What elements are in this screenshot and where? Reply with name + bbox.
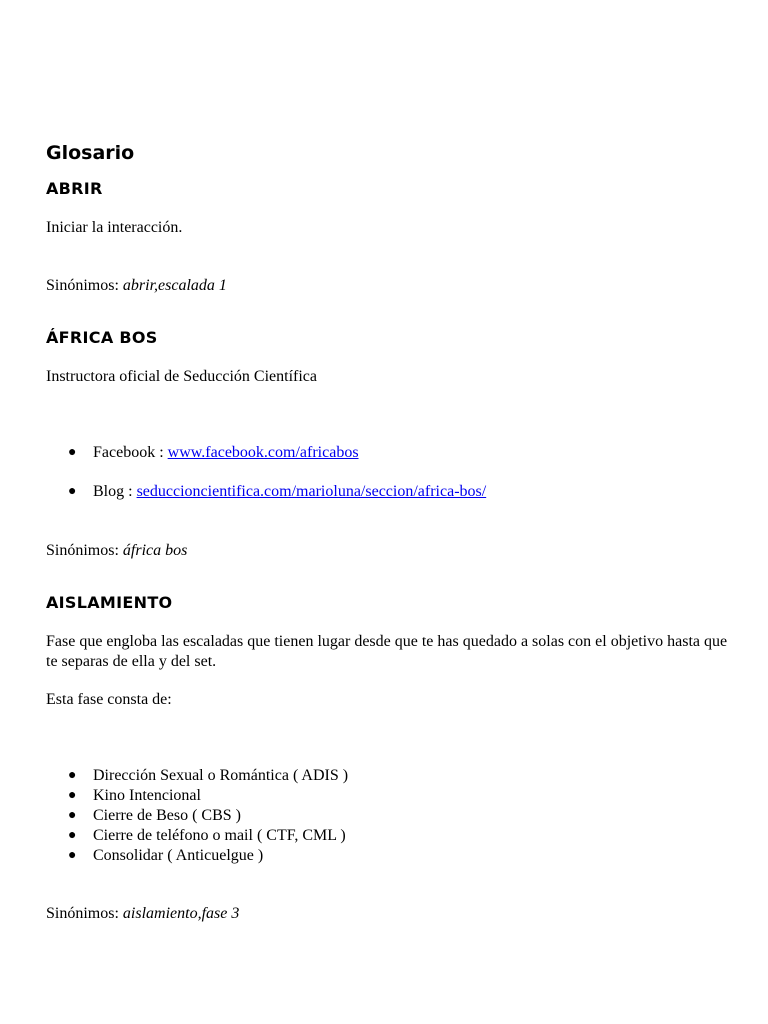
synonyms-label: Sinónimos: <box>46 277 119 294</box>
links-list <box>46 443 486 521</box>
term-synonyms-africa-bos <box>46 541 736 561</box>
list-item-text: Cierre de teléfono o mail ( CTF, CML ) <box>93 827 346 844</box>
list-item-text: Cierre de Beso ( CBS ) <box>93 807 241 824</box>
bullet-icon: ● <box>68 484 77 499</box>
blog-link[interactable]: seduccioncientifica.com/marioluna/seccion/africa-bos/ <box>136 483 487 500</box>
synonyms-value: áfrica bos <box>122 542 188 559</box>
facebook-link[interactable]: www.facebook.com/africabos <box>167 444 359 461</box>
list-item <box>46 482 486 502</box>
list-item <box>46 766 348 786</box>
synonyms-value: aislamiento,fase 3 <box>122 905 240 922</box>
synonyms-label: Sinónimos: <box>46 905 119 922</box>
bullet-icon: ● <box>68 768 77 783</box>
term-synonyms-abrir <box>46 276 736 296</box>
link-label: Facebook : <box>93 444 164 461</box>
term-intro-aislamiento: Esta fase consta de: <box>46 691 172 708</box>
synonyms-label: Sinónimos: <box>46 542 119 559</box>
list-item-text: Kino Intencional <box>93 787 201 804</box>
page-title: Glosario <box>46 142 135 164</box>
bullet-icon: ● <box>68 788 77 803</box>
list-item <box>46 806 348 826</box>
bullet-icon: ● <box>68 445 77 460</box>
bullet-icon: ● <box>68 808 77 823</box>
list-item <box>46 443 486 463</box>
bullet-icon: ● <box>68 848 77 863</box>
list-item-text: Dirección Sexual o Romántica ( ADIS ) <box>93 767 349 784</box>
phase-items-list <box>46 766 348 866</box>
term-heading-aislamiento: AISLAMIENTO <box>46 593 173 612</box>
term-synonyms-aislamiento <box>46 904 736 924</box>
link-label: Blog : <box>93 483 133 500</box>
term-definition-aislamiento: Fase que engloba las escaladas que tienen lugar desde que te has quedado a solas con el objetivo hasta que te separas de ella y del set. <box>46 633 728 670</box>
bullet-icon: ● <box>68 828 77 843</box>
list-item <box>46 786 348 806</box>
term-definition-abrir: Iniciar la interacción. <box>46 219 183 236</box>
term-definition-africa-bos: Instructora oficial de Seducción Científica <box>46 368 318 385</box>
list-item-text: Consolidar ( Anticuelgue ) <box>93 847 264 864</box>
list-item <box>46 846 348 866</box>
list-item <box>46 826 348 846</box>
term-heading-africa-bos: ÁFRICA BOS <box>46 328 158 347</box>
term-heading-abrir: ABRIR <box>46 179 103 198</box>
synonyms-value: abrir,escalada 1 <box>122 277 227 294</box>
